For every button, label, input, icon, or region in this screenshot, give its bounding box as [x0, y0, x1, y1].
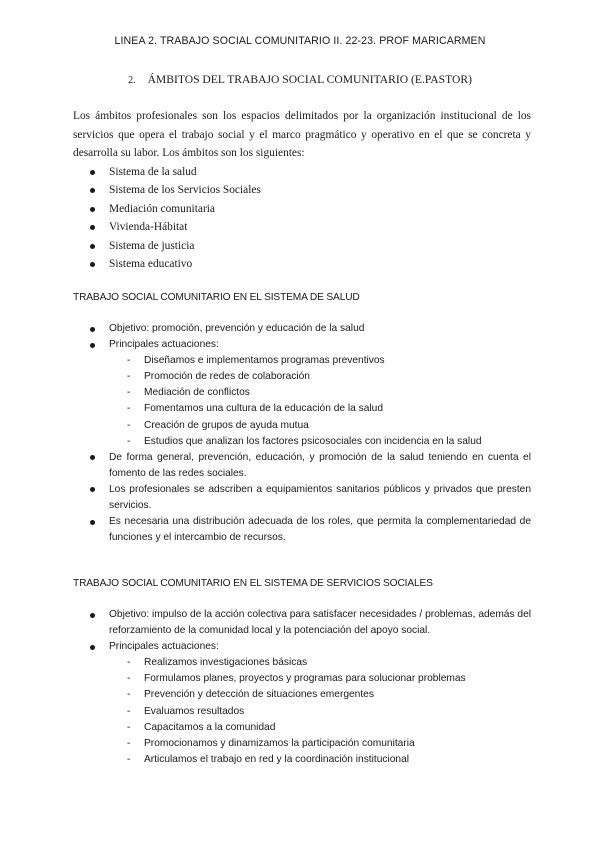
ambitos-list	[73, 163, 261, 273]
bullet-icon	[90, 327, 95, 332]
sub-list-item: - Mediación de conflictos	[127, 387, 250, 399]
salud-heading: TRABAJO SOCIAL COMUNITARIO EN EL SISTEMA DE SALUD	[73, 292, 360, 303]
sub-list-item: - Estudios que analizan los factores psicosociales con incidencia en la salud	[127, 435, 482, 447]
bullet-icon	[90, 262, 95, 267]
section-number: 2.	[128, 75, 136, 86]
bullet-icon	[90, 225, 95, 230]
list-item: Sistema de los Servicios Sociales	[73, 181, 261, 199]
list-item: Los profesionales se adscriben a equipamientos sanitarios públicos y privados que presten servicios.	[73, 482, 531, 514]
sub-list-item: - Prevención y detección de situaciones emergentes	[127, 689, 374, 701]
bullet-icon	[90, 207, 95, 212]
list-item: Objetivo: promoción, prevención y educación de la salud	[73, 321, 531, 337]
sub-list-item: - Creación de grupos de ayuda mutua	[127, 419, 309, 431]
bullet-icon	[90, 645, 95, 650]
page-header: LINEA 2. TRABAJO SOCIAL COMUNITARIO II. 22-23. PROF MARICARMEN	[114, 35, 486, 47]
list-item: Sistema educativo	[73, 255, 261, 273]
bullet-icon	[90, 520, 95, 525]
list-item: Sistema de la salud	[73, 163, 261, 181]
sub-list-item: - Promocionamos y dinamizamos la participación comunitaria	[127, 737, 415, 749]
section-title	[0, 73, 600, 86]
sub-list-item: - Capacitamos a la comunidad	[127, 721, 276, 733]
sub-list-item: - Formulamos planes, proyectos y programas para solucionar problemas	[127, 673, 466, 685]
sub-list-item: - Realizamos investigaciones básicas	[127, 657, 308, 669]
list-item: Es necesaria una distribución adecuada de los roles, que permita la complementariedad de funciones y el intercambio de recursos.	[73, 514, 531, 546]
intro-paragraph: Los ámbitos profesionales son los espacios delimitados por la organización institucional de los servicios que opera el trabajo social y el marco pragmático y operativo en el que se concreta y desarrolla su labor. Los ámbitos son los siguientes:	[73, 110, 531, 160]
bullet-icon	[90, 613, 95, 618]
sub-list-item: - Evaluamos resultados	[127, 705, 245, 717]
bullet-icon	[90, 188, 95, 193]
list-item: Mediación comunitaria	[73, 200, 261, 218]
list-item: Sistema de justicia	[73, 237, 261, 255]
servicios-block	[73, 607, 531, 768]
list-item: De forma general, prevención, educación, y promoción de la salud teniendo en cuenta el fomento de las redes sociales.	[73, 450, 531, 482]
salud-block	[73, 321, 531, 546]
bullet-icon	[90, 487, 95, 492]
sub-list-item: - Articulamos el trabajo en red y la coordinación institucional	[127, 753, 410, 765]
servicios-heading: TRABAJO SOCIAL COMUNITARIO EN EL SISTEMA DE SERVICIOS SOCIALES	[73, 578, 433, 589]
section-title-text: ÁMBITOS DEL TRABAJO SOCIAL COMUNITARIO (E.PASTOR)	[147, 73, 472, 86]
list-item: Objetivo: impulso de la acción colectiva para satisfacer necesidades / problemas, además del reforzamiento de la comunidad local y la potenciación del apoyo social.	[73, 607, 531, 639]
bullet-icon	[90, 455, 95, 460]
bullet-icon	[90, 343, 95, 348]
bullet-icon	[90, 244, 95, 249]
sub-list-item: - Promoción de redes de colaboración	[127, 371, 310, 383]
list-item: Vivienda-Hábitat	[73, 218, 261, 236]
list-item: Principales actuaciones:	[73, 639, 531, 655]
sub-list-item: - Diseñamos e implementamos programas preventivos	[127, 355, 385, 367]
bullet-icon	[90, 170, 95, 175]
sub-list-item: - Fomentamos una cultura de la educación de la salud	[127, 403, 383, 415]
list-item: Principales actuaciones:	[73, 337, 531, 353]
